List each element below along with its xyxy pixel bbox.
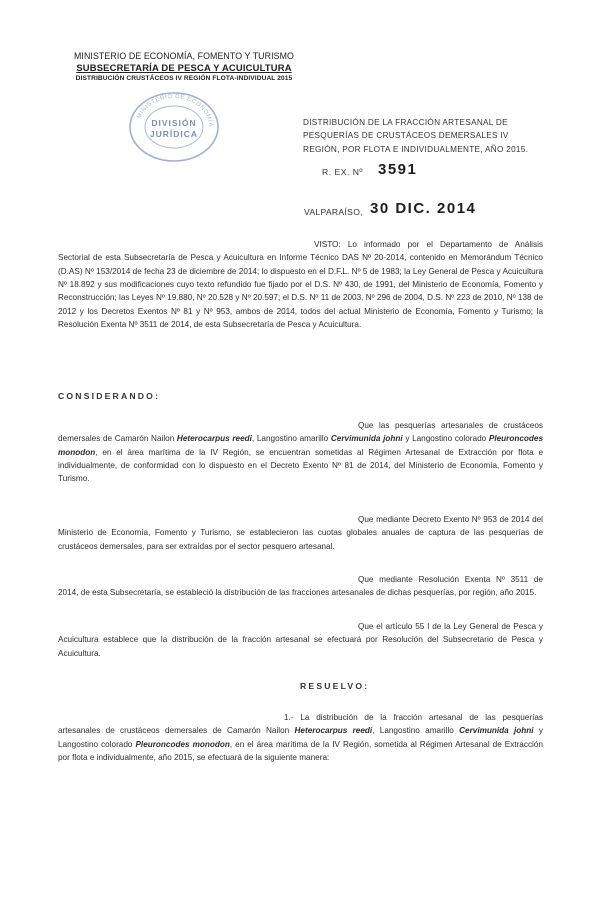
- resolution-date: 30 DIC. 2014: [370, 200, 477, 217]
- species-name: Heterocarpus reedi: [294, 726, 373, 736]
- subsecretaria-name: SUBSECRETARÍA DE PESCA Y ACUICULTURA: [76, 62, 292, 73]
- resolution-label: R. EX. Nº: [322, 167, 364, 177]
- division-juridica-stamp: [127, 90, 221, 164]
- stamp-seal-icon: [127, 90, 221, 164]
- resolution-title: DISTRIBUCIÓN DE LA FRACCIÓN ARTESANAL DE PESQUERÍAS DE CRUSTÁCEOS DEMERSALES IV REGIÓN, POR FLOTA E INDIVIDUALMENTE, AÑO 2015.: [303, 118, 529, 154]
- resolution-number: 3591: [378, 161, 418, 178]
- resuelvo-paragraph-1: 1.- La distribución de la fracción artesanal de las pesquerías artesanales de crustáceos demersales de Camarón Nailon Heterocarpus reedi, Langostino amarillo Cervimunida johni y Langostino colorado Pleuroncodes monodon, en el área marítima de la IV Región, sometida al Régimen Artesanal de Extracción por flota e individualmente, año 2015, se efectuará de la siguiente manera:: [58, 713, 543, 763]
- stamp-line-juridica: JURÍDICA: [149, 129, 199, 139]
- place: VALPARAÍSO,: [304, 207, 363, 217]
- considerando-paragraph-2: Que mediante Decreto Exento Nº 953 de 2014 del Ministerio de Economía, Fomento y Turismo, se establecieron las cuotas globales anuales de captura de las pesquerías de crustáceos demersales, para ser extraídas por el sector pesquero artesanal.: [58, 515, 543, 551]
- considerando-paragraph-4: Que el artículo 55 I de la Ley General de Pesca y Acuicultura establece que la distribución de la fracción artesanal se efectuará por Resolución del Subsecretario de Pesca y Acuicultura.: [58, 622, 543, 658]
- visto-paragraph: [58, 238, 543, 331]
- stamp-line-division: DIVISIÓN: [151, 118, 197, 128]
- species-name: Cervimunida johni: [330, 434, 403, 444]
- stamp-ring-text: MINISTERIO DE ECONOMÍA: [136, 93, 214, 128]
- visto-text: Lo informado por el Departamento de Análisis Sectorial de esta Subsecretaría de Pesca y Acuicultura en Informe Técnico DAS Nº 20-2014, contenido en Memorándum Técnico (D.AS) Nº 153/2014 de fecha 23 de diciembre de 2014; lo dispuesto en el D.F.L. Nº 5 de 1983; la Ley General de Pesca y Acuicultura Nº 18.892 y sus modificaciones cuyo texto refundido fue fijado por el D.S. Nº 430, de 1991, del Ministerio de Economía, Fomento y Reconstrucción; las Leyes Nº 19.880, Nº 20.528 y Nº 20.597; el D.S. Nº 11 de 2003, Nº 296 de 2004, D.S. Nº 223 de 2010, Nº 138 de 2012 y los Decretos Exentos Nº 81 y Nº 953, ambos de 2014, todos del actual Ministerio de Economía, Fomento y Turismo; la Resolución Exenta Nº 3511 de 2014, de esta Subsecretaría de Pesca y Acuicultura.: [58, 240, 543, 330]
- visto-lead: VISTO:: [314, 240, 341, 249]
- species-name: Pleuroncodes monodon: [135, 739, 230, 749]
- resuelvo-heading: RESUELVO:: [300, 681, 370, 691]
- species-name: Cervimunida johni: [459, 726, 534, 736]
- considerando-paragraph-1: Que las pesquerías artesanales de crustáceos demersales de Camarón Nailon Heterocarpus reedi, Langostino amarillo Cervimunida johni y Langostino colorado Pleuroncodes monodon, en el área marítima de la IV Región, se encuentran sometidas al Régimen Artesanal de Extracción por flota e individualmente, de conformidad con lo dispuesto en el Decreto Exento Nº 81 de 2014, del Ministerio de Economía, Fomento y Turismo.: [58, 421, 544, 484]
- document-subtitle: DISTRIBUCIÓN CRUSTÁCEOS IV REGIÓN FLOTA-INDIVIDUAL 2015: [75, 75, 293, 82]
- ministry-name: MINISTERIO DE ECONOMÍA, FOMENTO Y TURISMO: [74, 51, 294, 61]
- considerando-paragraph-3: Que mediante Resolución Exenta Nº 3511 de 2014, de esta Subsecretaría, se estableció la distribución de las fracciones artesanales de dichas pesquerías, por región, año 2015.: [58, 575, 543, 598]
- species-name: Heterocarpus reedi: [176, 434, 252, 444]
- considerando-heading: CONSIDERANDO:: [58, 391, 161, 401]
- species-name: Pleuroncodes monodon: [58, 434, 544, 457]
- letterhead: [28, 51, 340, 84]
